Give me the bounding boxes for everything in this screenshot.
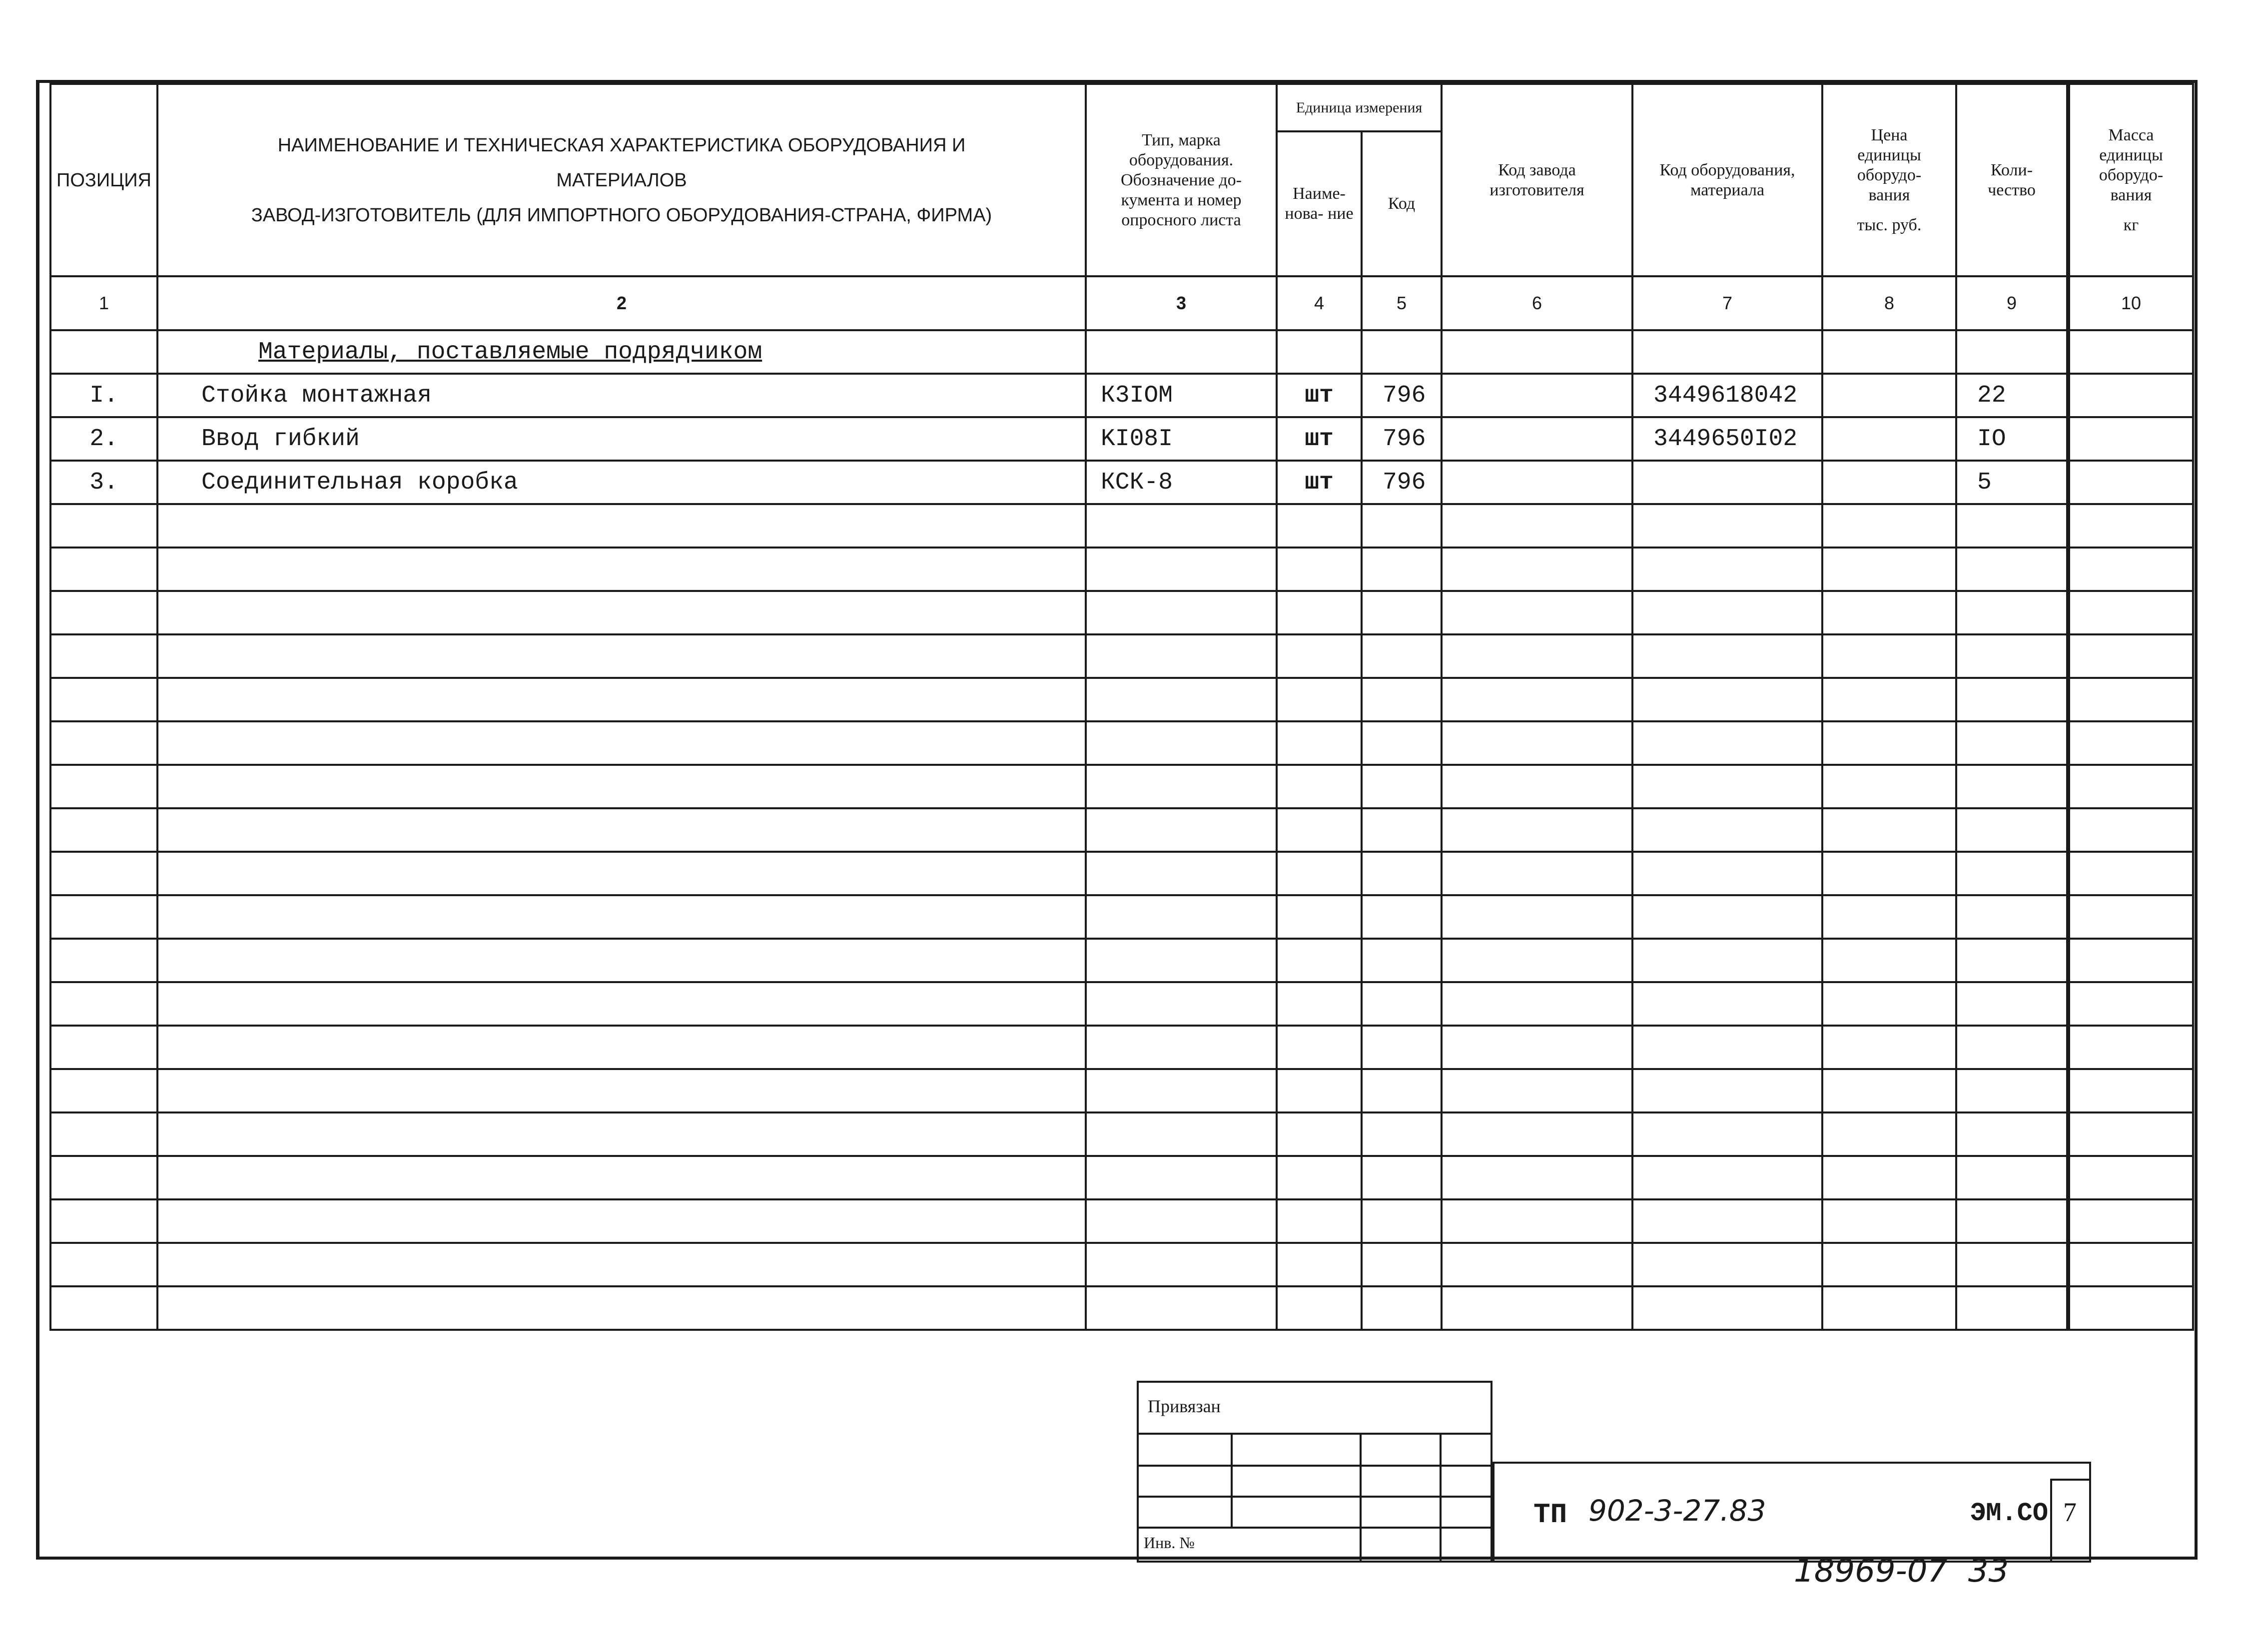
- empty-row: [50, 982, 2193, 1026]
- header-unit-code: Код: [1362, 131, 1442, 276]
- linked-label: Привязан: [1148, 1396, 1221, 1416]
- header-quantity: Коли- чество: [1956, 84, 2068, 276]
- header-unit-group: Единица измерения: [1277, 84, 1442, 131]
- doc-number: 902-3-27.83: [1588, 1494, 1766, 1528]
- header-type: Тип, марка оборудования. Обозначение до- кумента и номер опросного листа: [1086, 84, 1277, 276]
- header-name: [157, 84, 1086, 276]
- empty-row: [50, 548, 2193, 591]
- row-type: KI08I: [1086, 417, 1277, 461]
- linked-grid-col: [1231, 1433, 1233, 1527]
- row-unit: шт: [1277, 461, 1362, 504]
- column-number: 7: [1632, 276, 1822, 330]
- row-name: Соединительная коробка: [157, 461, 1086, 504]
- column-number: 10: [2068, 276, 2193, 330]
- column-number: 1: [50, 276, 157, 330]
- row-unit: шт: [1277, 417, 1362, 461]
- specification-table: [49, 83, 2194, 1331]
- row-name: Стойка монтажная: [157, 374, 1086, 417]
- header-name-line3: ЗАВОД-ИЗГОТОВИТЕЛЬ (ДЛЯ ИМПОРТНОГО ОБОРУДОВАНИЯ-СТРАНА, ФИРМА): [251, 204, 992, 226]
- row-material-code: [1632, 461, 1822, 504]
- header-unit-name: Наиме- нова- ние: [1277, 131, 1362, 276]
- header-name-line2: МАТЕРИАЛОВ: [556, 169, 687, 191]
- header-mass-unit: кг: [2123, 215, 2139, 234]
- header-mass: [2068, 84, 2193, 276]
- empty-row: [50, 504, 2193, 548]
- row-quantity: 5: [1956, 461, 2068, 504]
- linked-grid-col: [1440, 1433, 1442, 1563]
- header-price: [1822, 84, 1956, 276]
- row-unit-code: 796: [1362, 417, 1442, 461]
- empty-row: [50, 765, 2193, 808]
- empty-rows: [50, 504, 2193, 1330]
- row-unit-code: 796: [1362, 461, 1442, 504]
- header-price-label: Цена единицы оборудо- вания: [1857, 125, 1922, 204]
- row-name: Ввод гибкий: [157, 417, 1086, 461]
- row-position: 2.: [50, 417, 157, 461]
- empty-row: [50, 721, 2193, 765]
- header-name-line1: НАИМЕНОВАНИЕ И ТЕХНИЧЕСКАЯ ХАРАКТЕРИСТИКА ОБОРУДОВАНИЯ И: [277, 134, 966, 156]
- row-quantity: IO: [1956, 417, 2068, 461]
- empty-row: [50, 678, 2193, 721]
- header-manufacturer-code: Код завода изготовителя: [1442, 84, 1632, 276]
- table-row: [50, 374, 2193, 417]
- column-number: 5: [1362, 276, 1442, 330]
- row-material-code: 3449618042: [1632, 374, 1822, 417]
- row-type: К3IOM: [1086, 374, 1277, 417]
- column-number: 2: [157, 276, 1086, 330]
- empty-row: [50, 1156, 2193, 1199]
- inventory-label: Инв. №: [1144, 1534, 1195, 1552]
- row-material-code: 3449650I02: [1632, 417, 1822, 461]
- empty-row: [50, 852, 2193, 895]
- header-price-unit: тыс. руб.: [1857, 215, 1922, 234]
- document-frame: [36, 80, 2198, 1560]
- row-position: I.: [50, 374, 157, 417]
- empty-row: [50, 939, 2193, 982]
- row-unit: шт: [1277, 374, 1362, 417]
- empty-row: [50, 1243, 2193, 1286]
- column-number: 6: [1442, 276, 1632, 330]
- empty-row: [50, 634, 2193, 678]
- sheet-number: 7: [2063, 1497, 2077, 1527]
- section-title: Материалы, поставляемые подрядчиком: [157, 330, 1086, 374]
- title-block: [1137, 1381, 2091, 1563]
- table-row: [50, 417, 2193, 461]
- row-position: 3.: [50, 461, 157, 504]
- row-quantity: 22: [1956, 374, 2068, 417]
- footer-handwritten-note: 18969-07 33: [1794, 1553, 2009, 1590]
- table-row: [50, 461, 2193, 504]
- empty-row: [50, 1026, 2193, 1069]
- doc-prefix: ТП: [1533, 1499, 1567, 1531]
- empty-row: [50, 895, 2193, 939]
- empty-row: [50, 808, 2193, 852]
- linked-grid-col: [1360, 1433, 1362, 1563]
- header-position: ПОЗИЦИЯ: [50, 84, 157, 276]
- empty-row: [50, 1069, 2193, 1112]
- section-row: [50, 330, 2193, 374]
- column-number: 8: [1822, 276, 1956, 330]
- header-mass-label: Масса единицы оборудо- вания: [2099, 125, 2164, 204]
- header-material-code: Код оборудования, материала: [1632, 84, 1822, 276]
- column-number: 4: [1277, 276, 1362, 330]
- empty-row: [50, 1286, 2193, 1330]
- empty-row: [50, 1199, 2193, 1243]
- column-number: 3: [1086, 276, 1277, 330]
- empty-row: [50, 1112, 2193, 1156]
- empty-row: [50, 591, 2193, 634]
- row-type: КСК-8: [1086, 461, 1277, 504]
- doc-code: ЭМ.СО: [1970, 1499, 2049, 1528]
- column-number: 9: [1956, 276, 2068, 330]
- row-unit-code: 796: [1362, 374, 1442, 417]
